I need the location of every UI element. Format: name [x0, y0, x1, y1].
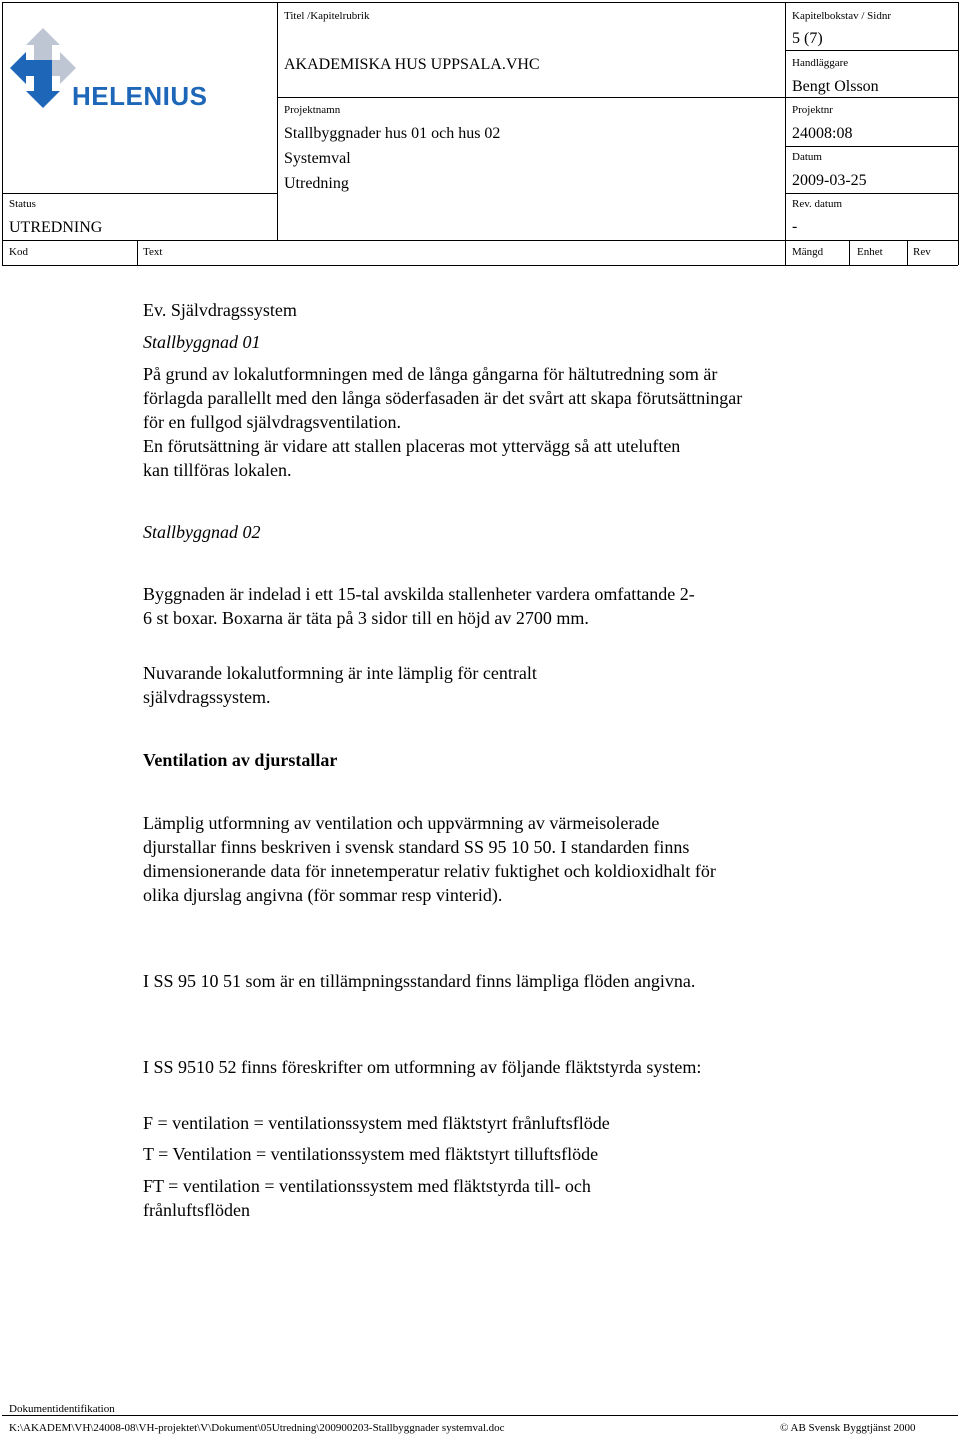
project-name-label: Projektnamn	[284, 104, 341, 116]
column-text: Text	[143, 246, 163, 258]
column-divider-enhet	[849, 240, 850, 265]
project-nr-label: Projektnr	[792, 104, 833, 116]
header-bottom-border	[2, 240, 958, 241]
company-logo	[6, 24, 206, 124]
status-value: UTREDNING	[9, 219, 103, 236]
project-nr-value: 24008:08	[792, 125, 853, 142]
section-heading-ventilation: Ventilation av djurstallar	[143, 750, 338, 770]
logo-mark-icon	[8, 26, 78, 110]
header-right-border	[958, 2, 959, 265]
column-enhet: Enhet	[857, 246, 883, 258]
footer-border	[2, 1415, 958, 1416]
doc-id-label: Dokumentidentifikation	[9, 1403, 115, 1415]
rev-date-label: Rev. datum	[792, 198, 842, 210]
subheading-stallbyggnad-01: Stallbyggnad 01	[143, 332, 261, 352]
right-row-divider-2	[785, 97, 958, 98]
paragraph-4: Nuvarande lokalutformning är inte lämplig för centralt självdragssystem.	[143, 663, 537, 707]
paragraph-3: Byggnaden är indelad i ett 15-tal avskilda stallenheter vardera omfattande 2-6 st boxar. Boxarna är täta på 3 sidor till en höjd av 2700 mm.	[143, 584, 695, 628]
section-heading-sjalvdrag: Ev. Självdragssystem	[143, 300, 297, 320]
column-mangd: Mängd	[792, 246, 824, 258]
project-name-value: Stallbyggnader hus 01 och hus 02	[284, 125, 501, 142]
status-row-divider	[2, 193, 277, 194]
column-divider-rev	[907, 240, 908, 265]
copyright: © AB Svensk Byggtjänst 2000	[780, 1422, 916, 1434]
chapter-label: Kapitelbokstav / Sidnr	[792, 10, 891, 22]
title-label: Titel /Kapitelrubrik	[284, 10, 370, 22]
header-divider-right	[785, 2, 786, 265]
right-row-divider-1	[785, 50, 958, 51]
columns-bottom-border	[2, 265, 958, 266]
header-left-border	[2, 2, 3, 265]
header-divider-logo	[277, 2, 278, 240]
definition-f: F = ventilation = ventilationssystem med fläktstyrt frånluftsflöde	[143, 1113, 610, 1133]
paragraph-1: På grund av lokalutformningen med de långa gångarna för hältutredning som är förlagda parallellt med den långa söderfasaden är det svårt att skapa förutsättningar för en fullgod självdragsventilation.	[143, 364, 743, 432]
column-rev: Rev	[913, 246, 931, 258]
column-kod: Kod	[9, 246, 28, 258]
title-value: AKADEMISKA HUS UPPSALA.VHC	[284, 56, 540, 73]
right-row-divider-4	[785, 193, 958, 194]
paragraph-6: I SS 95 10 51 som är en tillämpningsstandard finns lämpliga flöden angivna.	[143, 971, 696, 991]
status-label: Status	[9, 198, 36, 210]
paragraph-5: Lämplig utformning av ventilation och uppvärmning av värmeisolerade djurstallar finns beskriven i svensk standard SS 95 10 50. I standarden finns dimensionerande data för innetemperatur relativ fuktighet och koldioxidhalt för olika djurslag angivna (för sommar resp vinterid).	[143, 813, 716, 905]
title-row-divider	[277, 97, 785, 98]
definition-t: T = Ventilation = ventilationssystem med fläktstyrt tilluftsflöde	[143, 1144, 599, 1164]
handler-label: Handläggare	[792, 57, 849, 69]
date-value: 2009-03-25	[792, 172, 867, 189]
system-label: Systemval	[284, 150, 351, 167]
date-label: Datum	[792, 151, 822, 163]
handler-value: Bengt Olsson	[792, 78, 879, 95]
rev-date-value: -	[792, 218, 798, 235]
paragraph-2: En förutsättning är vidare att stallen placeras mot yttervägg så att uteluften kan tillföras lokalen.	[143, 436, 681, 480]
paragraph-7: I SS 9510 52 finns föreskrifter om utformning av följande fläktstyrda system:	[143, 1057, 702, 1077]
chapter-value: 5 (7)	[792, 30, 823, 47]
header-top-border	[2, 2, 958, 3]
system-value: Utredning	[284, 175, 349, 192]
column-divider-kod	[137, 240, 138, 265]
definition-ft: FT = ventilation = ventilationssystem med fläktstyrda till- och frånluftsflöden	[143, 1176, 591, 1220]
subheading-stallbyggnad-02: Stallbyggnad 02	[143, 522, 261, 542]
logo-wordmark: HELENIUS	[72, 81, 208, 111]
doc-path: K:\AKADEM\VH\24008-08\VH-projektet\V\Dokument\05Utredning\200900203-Stallbyggnader systemval.doc	[9, 1422, 505, 1434]
right-row-divider-3	[785, 146, 958, 147]
